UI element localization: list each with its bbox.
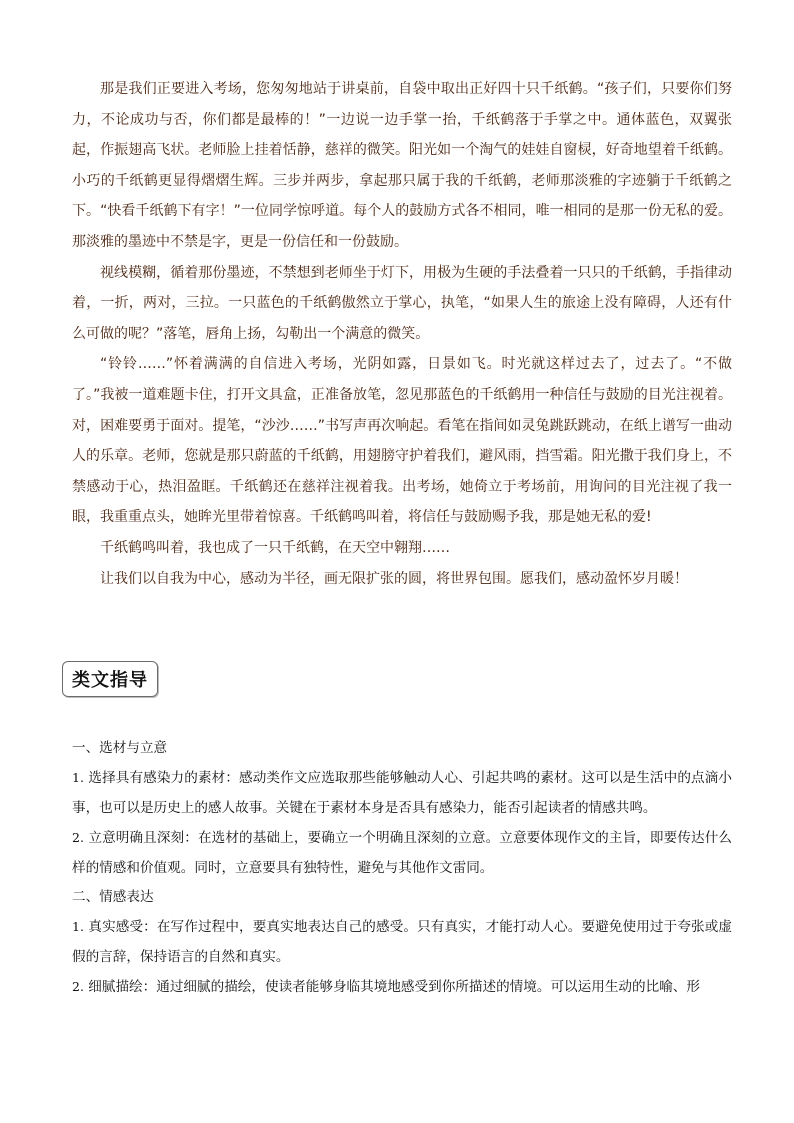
essay-body	[72, 74, 732, 594]
guide-heading-1: 一、选材与立意	[72, 740, 168, 756]
essay-paragraph-1: 那是我们正要进入考场，您匆匆地站于讲桌前，自袋中取出正好四十只千纸鹤。“孩子们，只要你们努力，不论成功与否，你们都是最棒的！”一边说一边手掌一抬，千纸鹤落于手掌之中。通体蓝色，双翼张起，作振翅高飞状。老师脸上挂着恬静，慈祥的微笑。阳光如一个淘气的娃娃自窗棂，好奇地望着千纸鹤。小巧的千纸鹤更显得熠熠生辉。三步并两步，拿起那只属于我的千纸鹤，老师那淡雅的字迹躺于千纸鹤之下。“快看千纸鹤下有字！”一位同学惊呼道。每个人的鼓励方式各不相同，唯一相同的是那一份无私的爱。那淡雅的墨迹中不禁是字，更是一份信任和一份鼓励。	[72, 81, 732, 250]
essay-paragraph-3: “铃铃……”怀着满满的自信进入考场，光阴如露，日景如飞。时光就这样过去了，过去了。“不做了。”我被一道难题卡住，打开文具盒，正准备放笔，忽见那蓝色的千纸鹤用一种信任与鼓励的目光注视着。对，困难要勇于面对。提笔，“沙沙……”书写声再次响起。看笔在指间如灵兔跳跃跳动，在纸上谱写一曲动人的乐章。老师，您就是那只蔚蓝的千纸鹤，用翅膀守护着我们，避风雨，挡雪霜。阳光撒于我们身上，不禁感动于心，热泪盈眶。千纸鹤还在慈祥注视着我。出考场，她倚立于考场前，用询问的目光注视了我一眼，我重重点头，她眸光里带着惊喜。千纸鹤鸣叫着，将信任与鼓励赐予我，那是她无私的爱!	[72, 356, 732, 526]
guide-item-1-number: 1.	[72, 770, 84, 786]
guide-item-1-text: 选择具有感染力的素材：感动类作文应选取那些能够触动人心、引起共鸣的素材。这可以是生活中的点滴小事，也可以是历史上的感人故事。关键在于素材本身是否具有感染力，能否引起读者的情感共鸣。	[72, 770, 733, 816]
section-heading: 类文指导	[72, 670, 148, 691]
guide-item-1	[72, 763, 732, 823]
essay-paragraph-4: 千纸鹤鸣叫着，我也成了一只千纸鹤，在天空中翱翔……	[100, 539, 450, 556]
essay-paragraph-2: 视线模糊，循着那份墨迹，不禁想到老师坐于灯下，用极为生硬的手法叠着一只只的千纸鹤，手指律动着，一折，两对，三拉。一只蓝色的千纸鹤傲然立于掌心，执笔，“如果人生的旅途上没有障碍，人还有什么可做的呢？”落笔，唇角上扬，勾勒出一个满意的微笑。	[72, 264, 732, 342]
guide-item-3-number: 1.	[72, 919, 84, 935]
guide-item-3-text: 真实感受：在写作过程中，要真实地表达自己的感受。只有真实，才能打动人心。要避免使用过于夸张或虚假的言辞，保持语言的自然和真实。	[72, 919, 733, 965]
section-heading-box	[62, 661, 158, 697]
guide-item-2	[72, 823, 732, 883]
guide-item-2-text: 立意明确且深刻：在选材的基础上，要确立一个明确且深刻的立意。立意要体现作文的主旨，即要传达什么样的情感和价值观。同时，立意要具有独特性，避免与其他作文雷同。	[72, 830, 733, 876]
guide-item-4	[72, 972, 732, 1002]
guide-item-2-number: 2.	[72, 830, 84, 846]
guide-item-4-number: 2.	[72, 979, 84, 995]
guide-body	[72, 734, 732, 1003]
guide-item-4-text: 细腻描绘：通过细腻的描绘，使读者能够身临其境地感受到你所描述的情境。可以运用生动的比喻、形	[88, 979, 700, 996]
essay-paragraph-5: 让我们以自我为中心，感动为半径，画无限扩张的圆，将世界包围。愿我们，感动盈怀岁月暖！	[100, 570, 688, 587]
guide-heading-2: 二、情感表达	[72, 889, 154, 906]
guide-item-3	[72, 912, 732, 972]
